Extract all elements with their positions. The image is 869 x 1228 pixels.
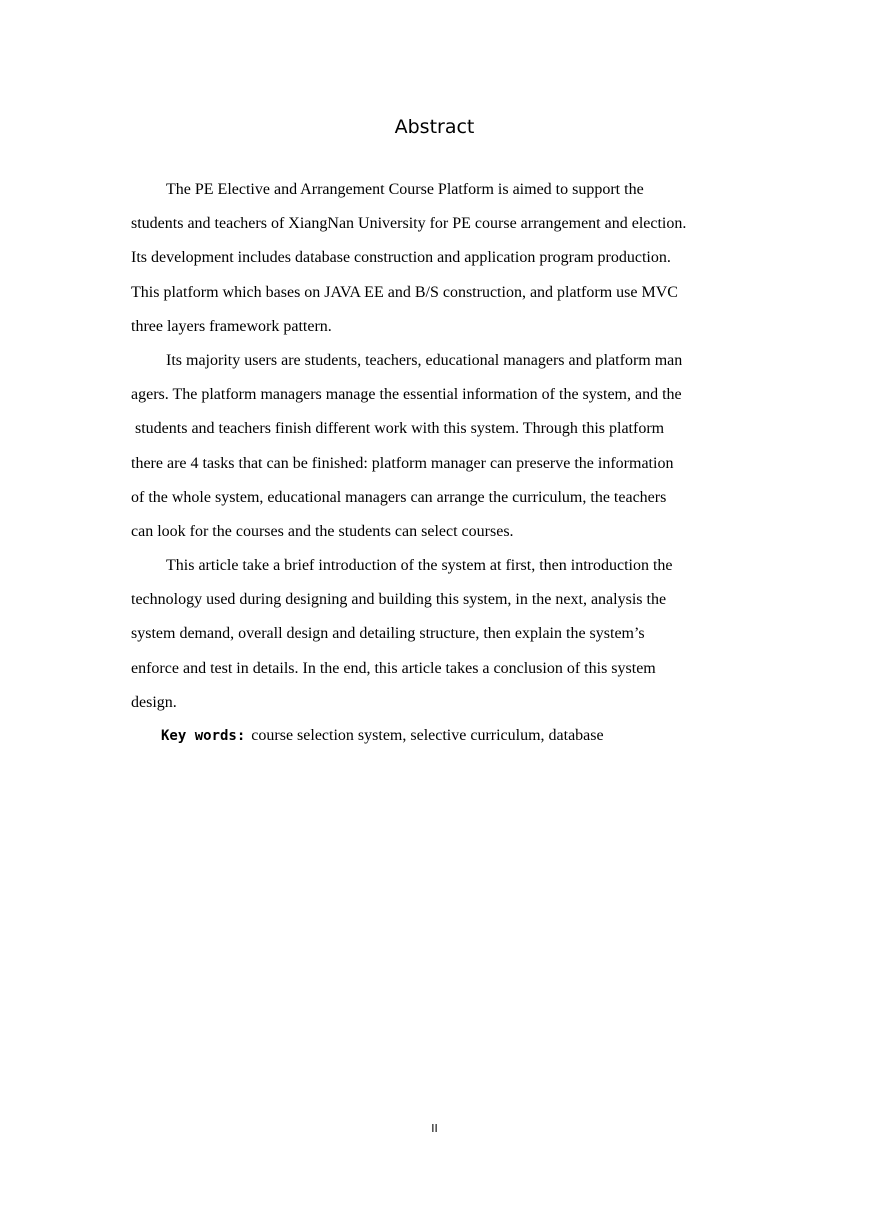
paragraph-2-line-1: Its majority users are students, teachers, educational managers and platform man	[166, 351, 683, 369]
paragraph-3-line-5: design.	[131, 693, 177, 711]
paragraph-1-line-2: students and teachers of XiangNan University for PE course arrangement and election.	[131, 215, 687, 233]
keywords-value: course selection system, selective curriculum, database	[251, 727, 604, 744]
paragraph-1-line-3: Its development includes database construction and application program production.	[131, 249, 671, 267]
paragraph-2-line-6: can look for the courses and the students can select courses.	[131, 522, 514, 540]
keywords-label: Key words:	[161, 728, 246, 744]
abstract-body	[131, 173, 751, 720]
page-title: Abstract	[394, 116, 475, 138]
keywords-line	[161, 719, 604, 753]
paragraph-2-line-3: students and teachers finish different work with this system. Through this platform	[131, 420, 665, 438]
paragraph-2-line-5: of the whole system, educational managers can arrange the curriculum, the teachers	[131, 488, 667, 506]
paragraph-3-line-3: system demand, overall design and detailing structure, then explain the system’s	[131, 625, 645, 643]
paragraph-3-line-1: This article take a brief introduction of the system at first, then introduction the	[166, 557, 673, 575]
paragraph-2-line-2: agers. The platform managers manage the essential information of the system, and the	[131, 386, 682, 404]
paragraph-1-line-4: This platform which bases on JAVA EE and B/S construction, and platform use MVC	[131, 283, 678, 301]
paragraph-2-line-4: there are 4 tasks that can be finished: platform manager can preserve the information	[131, 454, 674, 472]
paragraph-3-line-4: enforce and test in details. In the end, this article takes a conclusion of this system	[131, 659, 656, 677]
page-number: II	[431, 1122, 438, 1135]
paragraph-3-line-2: technology used during designing and building this system, in the next, analysis the	[131, 591, 667, 609]
paragraph-1-line-1: The PE Elective and Arrangement Course Platform is aimed to support the	[166, 181, 644, 198]
paragraph-1-line-5: three layers framework pattern.	[131, 317, 332, 335]
